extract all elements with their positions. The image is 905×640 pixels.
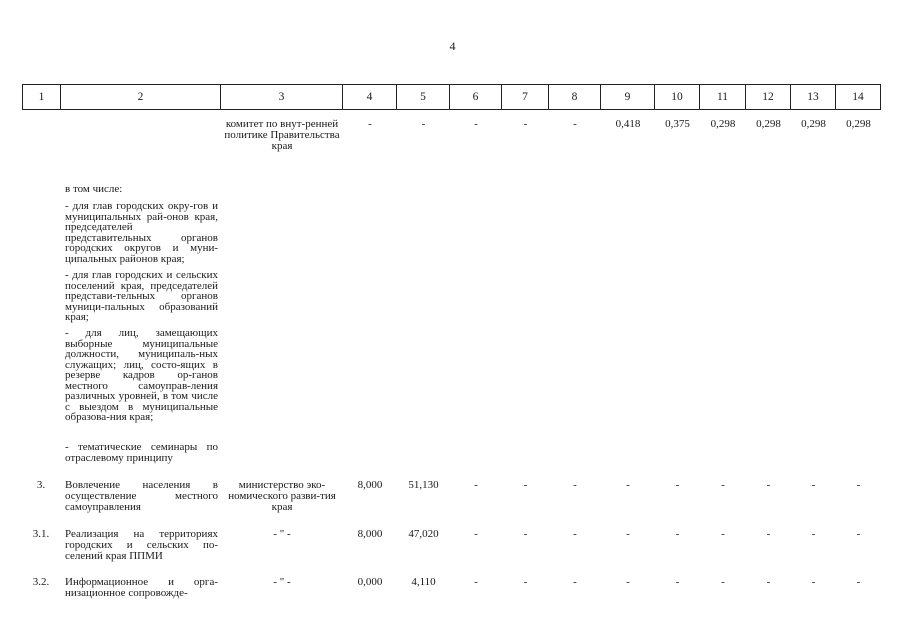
- row-description: Реализация на территориях городских и сельских по-селений края ППМИ: [65, 528, 218, 562]
- row-number: 3.2.: [32, 576, 50, 588]
- row-description: Вовлечение населения в осуществление местного самоуправления: [65, 479, 218, 513]
- value-cell: -: [523, 479, 528, 491]
- value-cell: -: [474, 118, 478, 130]
- value-cell: -: [573, 576, 577, 588]
- value-cell: 0,375: [665, 118, 690, 130]
- value-cell: -: [626, 576, 630, 588]
- value-cell: -: [421, 118, 426, 130]
- column-header: 14: [836, 85, 881, 110]
- value-cell: 8,000: [357, 528, 383, 540]
- row-number: 3.1.: [32, 528, 50, 540]
- row-description: Информационное и орга-низационное сопровожде-: [65, 576, 218, 599]
- value-cell: -: [626, 479, 630, 491]
- value-cell: 0,418: [615, 118, 641, 130]
- column-header: 2: [61, 85, 221, 110]
- column-header: 6: [450, 85, 502, 110]
- value-cell: -: [368, 118, 372, 130]
- executor-cell: комитет по внут-ренней политике Правительства края: [224, 118, 340, 152]
- value-cell: 8,000: [357, 479, 383, 491]
- value-cell: -: [766, 479, 771, 491]
- value-cell: 0,000: [357, 576, 383, 588]
- value-cell: 0,298: [801, 118, 826, 130]
- value-cell: -: [675, 576, 680, 588]
- value-cell: -: [573, 528, 577, 540]
- value-cell: -: [523, 576, 528, 588]
- value-cell: 47,020: [408, 528, 439, 540]
- value-cell: 51,130: [408, 479, 439, 491]
- sub-item: - для глав городских окру-гов и муниципальных рай-онов края, председателей представительных органов городских округов и муни-ципальных районов края;: [65, 200, 218, 265]
- value-cell: -: [573, 479, 577, 491]
- value-cell: 0,298: [756, 118, 781, 130]
- value-cell: -: [766, 528, 771, 540]
- column-header: 9: [601, 85, 655, 110]
- column-header: 1: [23, 85, 61, 110]
- column-header: 5: [397, 85, 450, 110]
- executor-cell: - " -: [273, 528, 291, 540]
- sub-item: - для глав городских и сельских поселений края, председателей представи-тельных органов муници-пальных образований края;: [65, 269, 218, 323]
- value-cell: 0,298: [846, 118, 871, 130]
- value-cell: -: [523, 118, 528, 130]
- executor-cell: - " -: [273, 576, 291, 588]
- value-cell: -: [721, 479, 725, 491]
- column-header: 13: [791, 85, 836, 110]
- value-cell: -: [721, 528, 725, 540]
- sub-item: - тематические семинары по отраслевому принципу: [65, 441, 218, 464]
- value-cell: -: [626, 528, 630, 540]
- value-cell: -: [474, 479, 478, 491]
- value-cell: -: [523, 528, 528, 540]
- value-cell: -: [474, 576, 478, 588]
- value-cell: 0,298: [710, 118, 736, 130]
- value-cell: -: [856, 528, 861, 540]
- row-number: 3.: [36, 479, 46, 491]
- value-cell: -: [573, 118, 577, 130]
- column-header: 7: [502, 85, 549, 110]
- value-cell: -: [721, 576, 725, 588]
- value-cell: -: [811, 479, 816, 491]
- value-cell: -: [675, 528, 680, 540]
- executor-cell: министерство эко-номического разви-тия края: [228, 479, 336, 513]
- value-cell: -: [856, 576, 861, 588]
- column-header-row: [22, 84, 881, 110]
- column-header: 11: [700, 85, 746, 110]
- value-cell: -: [811, 528, 816, 540]
- sub-item: - для лиц, замещающих выборные муниципальные должности, муниципаль-ных служащих; лиц, состо-ящих в резерве кадров ор-ганов местного самоуправ-ления различных уровней, в том числе с выездом в муниципальные образова-ния края;: [65, 327, 218, 423]
- value-cell: -: [675, 479, 680, 491]
- column-header: 12: [746, 85, 791, 110]
- page-number: 4: [449, 39, 456, 53]
- column-header: 3: [221, 85, 343, 110]
- column-header: 4: [343, 85, 397, 110]
- value-cell: -: [474, 528, 478, 540]
- value-cell: -: [766, 576, 771, 588]
- including-label: в том числе:: [65, 183, 123, 195]
- value-cell: -: [811, 576, 816, 588]
- column-header: 8: [549, 85, 601, 110]
- value-cell: 4,110: [411, 576, 436, 588]
- column-header: 10: [655, 85, 700, 110]
- value-cell: -: [856, 479, 861, 491]
